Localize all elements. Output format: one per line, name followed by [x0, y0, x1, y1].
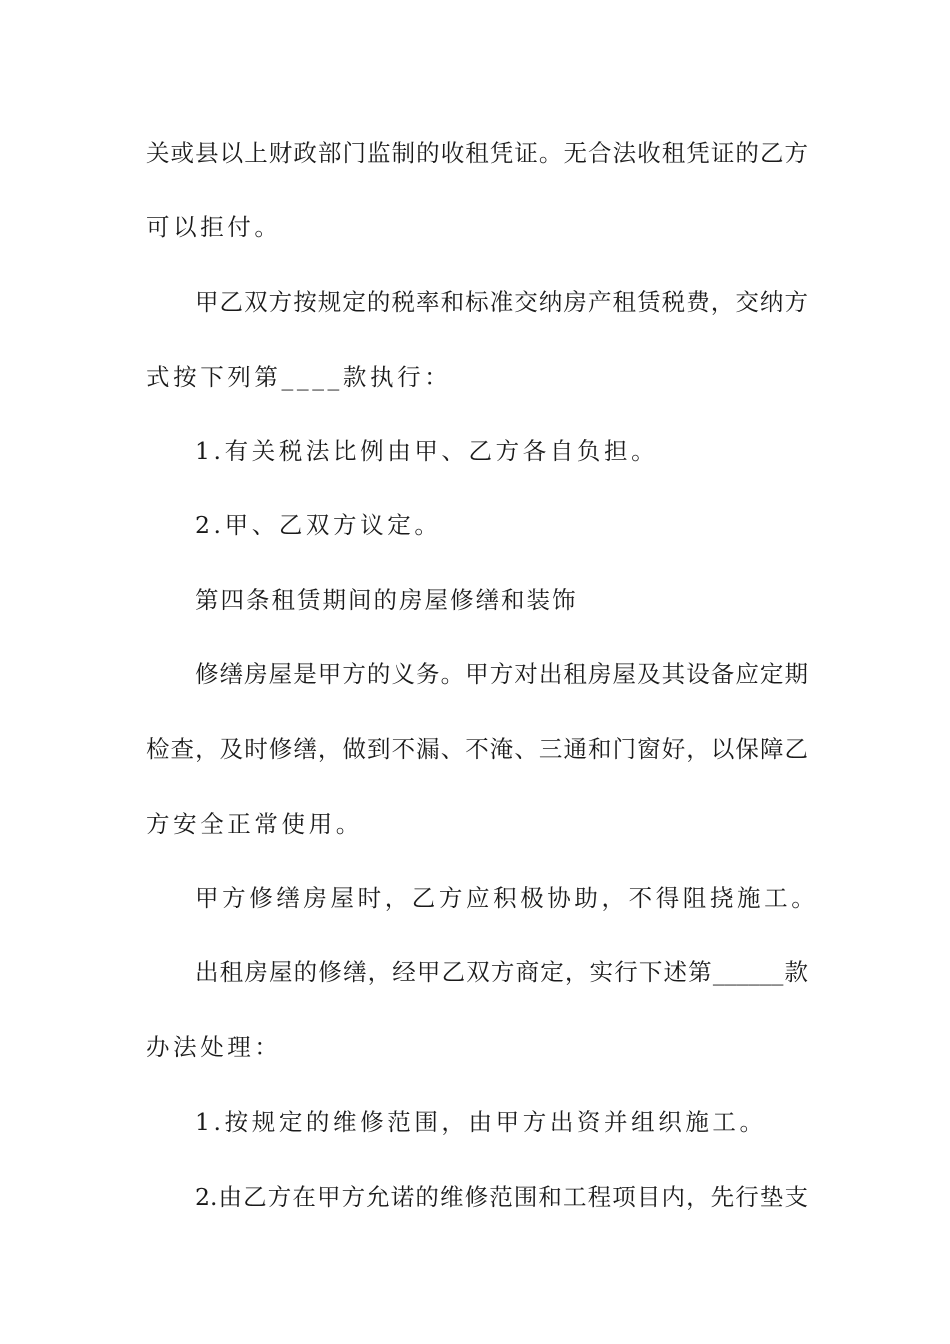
text-line-12: 出租房屋的修缮，经甲乙双方商定，实行下述第______款: [195, 958, 808, 986]
text-line-2: 可以拒付。: [146, 213, 282, 241]
text-line-9: 检查，及时修缮，做到不漏、不淹、三通和门窗好，以保障乙: [146, 735, 808, 763]
text-line-10: 方安全正常使用。: [146, 810, 363, 838]
text-line-13: 办法处理：: [146, 1033, 282, 1061]
section-heading: 第四条租赁期间的房屋修缮和装饰: [195, 586, 578, 614]
text-line-11: 甲方修缮房屋时，乙方应积极协助，不得阻挠施工。: [195, 884, 819, 912]
numbered-item-3: 1.按规定的维修范围，由甲方出资并组织施工。: [195, 1108, 767, 1136]
numbered-item-4: 2.由乙方在甲方允诺的维修范围和工程项目内，先行垫支: [195, 1183, 808, 1211]
numbered-item-2: 2.甲、乙双方议定。: [195, 511, 442, 539]
text-line-3: 甲乙双方按规定的税率和标准交纳房产租赁税费，交纳方: [195, 288, 808, 316]
text-line-8: 修缮房屋是甲方的义务。甲方对出租房屋及其设备应定期: [195, 660, 808, 688]
text-line-1: 关或县以上财政部门监制的收租凭证。无合法收租凭证的乙方: [146, 139, 808, 167]
numbered-item-1: 1.有关税法比例由甲、乙方各自负担。: [195, 437, 659, 465]
text-line-4: 式按下列第____款执行：: [146, 363, 452, 391]
